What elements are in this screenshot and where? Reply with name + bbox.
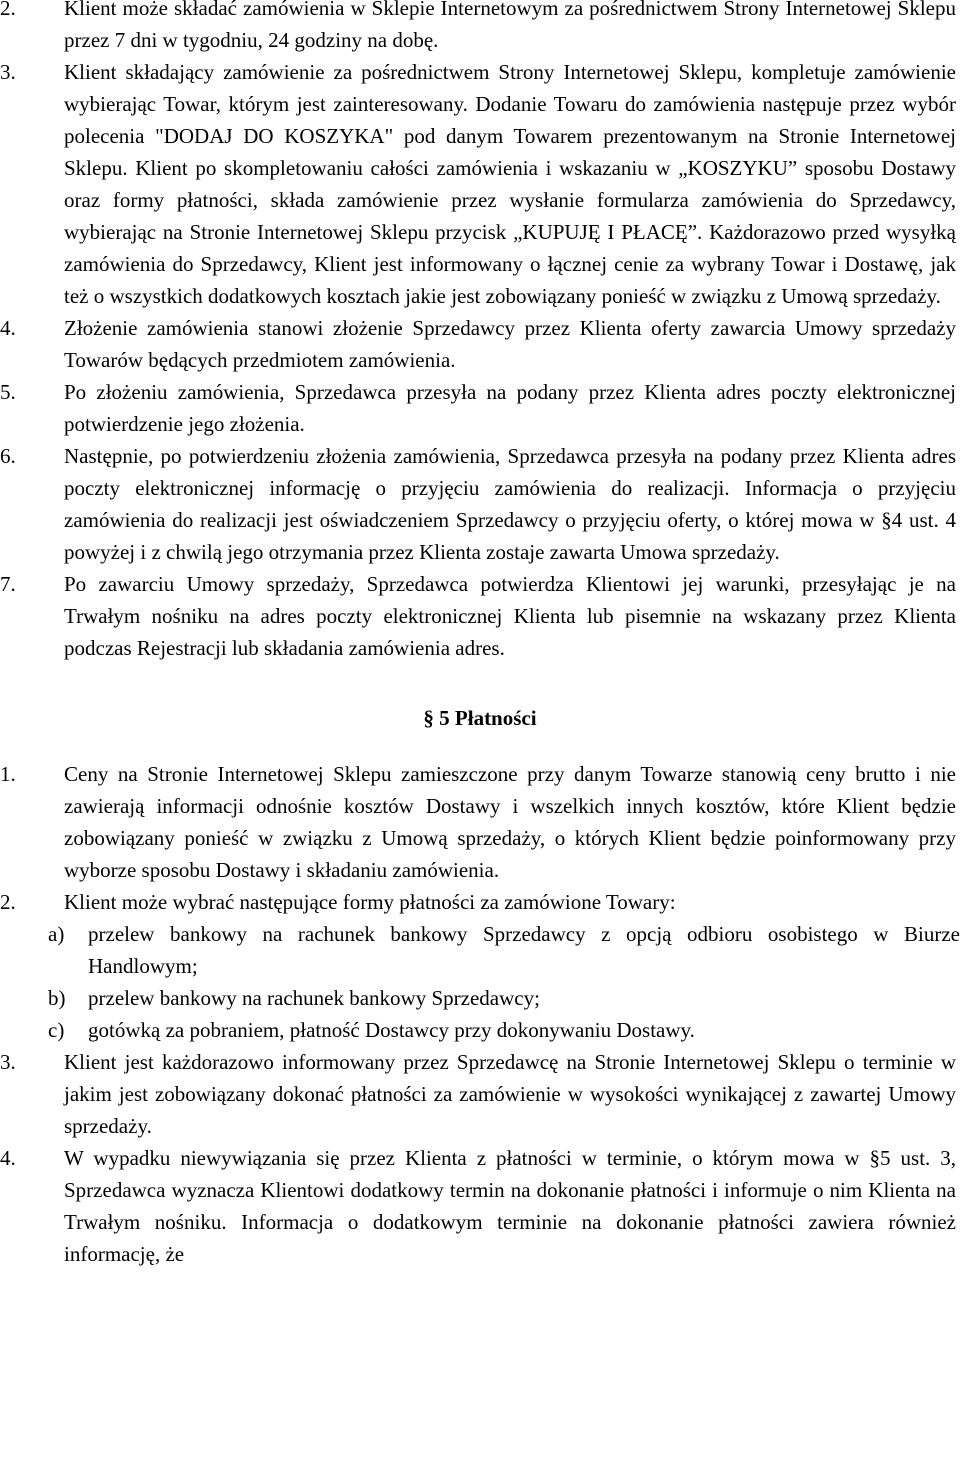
item-text: Klient składający zamówienie za pośrednictwem Strony Internetowej Sklepu, kompletuje zamówienie wybierając Towar, którym jest zainteresowany. Dodanie Towaru do zamówienia następuje przez wybór polecenia "DODAJ DO KOSZYKA" pod danym Towarem prezentowanym na Stronie Internetowej Sklepu. Klient po skompletowaniu całości zamówienia i wskazaniu w „KOSZYKU” sposobu Dostawy oraz formy płatności, składa zamówienie przez wysłanie formularza zamówienia do Sprzedawcy, wybierając na Stronie Internetowej Sklepu przycisk „KUPUJĘ I PŁACĘ”. Każdorazowo przed wysyłką zamówienia do Sprzedawcy, Klient jest informowany o łącznej cenie za wybrany Towar i Dostawę, jak też o wszystkich dodatkowych kosztach jakie jest zobowiązany ponieść w związku z Umową sprzedaży. bbox=[64, 60, 956, 308]
list-item bbox=[0, 758, 960, 886]
sub-list-item bbox=[0, 918, 960, 982]
item-text: Następnie, po potwierdzeniu złożenia zamówienia, Sprzedawca przesyła na podany przez Klienta adres poczty elektronicznej informację o przyjęciu zamówienia do realizacji. Informacja o przyjęciu zamówienia do realizacji jest oświadczeniem Sprzedawcy o przyjęciu oferty, o której mowa w §4 ust. 4 powyżej i z chwilą jego otrzymania przez Klienta zostaje zawarta Umowa sprzedaży. bbox=[64, 444, 956, 564]
sub-list-item bbox=[0, 1014, 960, 1046]
sub-item-letter: c) bbox=[48, 1018, 65, 1042]
item-text: Po złożeniu zamówienia, Sprzedawca przesyła na podany przez Klienta adres poczty elektronicznej potwierdzenie jego złożenia. bbox=[64, 380, 956, 436]
section-heading: § 5 Płatności bbox=[423, 706, 537, 730]
item-number: 2. bbox=[0, 890, 16, 914]
item-number: 3. bbox=[0, 1050, 16, 1074]
item-text: Złożenie zamówienia stanowi złożenie Sprzedawcy przez Klienta oferty zawarcia Umowy sprzedaży Towarów będących przedmiotem zamówienia. bbox=[64, 316, 956, 372]
payment-options-list bbox=[0, 918, 960, 1046]
list-item bbox=[0, 312, 960, 376]
sub-item-text: gotówką za pobraniem, płatność Dostawcy przy dokonywaniu Dostawy. bbox=[88, 1018, 695, 1042]
sub-list-item bbox=[0, 982, 960, 1014]
item-text: Ceny na Stronie Internetowej Sklepu zamieszczone przy danym Towarze stanowią ceny brutto i nie zawierają informacji odnośnie kosztów Dostawy i wszelkich innych kosztów, które Klient będzie zobowiązany ponieść w związku z Umową sprzedaży, o których Klient będzie poinformowany przy wyborze sposobu Dostawy i składaniu zamówienia. bbox=[64, 762, 956, 882]
item-number: 6. bbox=[0, 444, 16, 468]
sub-item-text: przelew bankowy na rachunek bankowy Sprzedawcy z opcją odbioru osobistego w Biurze Handlowym; bbox=[88, 922, 960, 978]
item-number: 1. bbox=[0, 762, 16, 786]
item-number: 4. bbox=[0, 1146, 16, 1170]
list-item bbox=[0, 0, 960, 56]
item-text: Klient jest każdorazowo informowany przez Sprzedawcę na Stronie Internetowej Sklepu o terminie w jakim jest zobowiązany dokonać płatności za zamówienie w wysokości wynikającej z zawartej Umowy sprzedaży. bbox=[64, 1050, 956, 1138]
payments-list bbox=[0, 758, 960, 1270]
item-text: Klient może składać zamówienia w Sklepie Internetowym za pośrednictwem Strony Internetowej Sklepu przez 7 dni w tygodniu, 24 godziny na dobę. bbox=[64, 0, 956, 52]
item-text: W wypadku niewywiązania się przez Klienta z płatności w terminie, o którym mowa w §5 ust. 3, Sprzedawca wyznacza Klientowi dodatkowy termin na dokonanie płatności i informuje o nim Klienta na Trwałym nośniku. Informacja o dodatkowym terminie na dokonanie płatności zawiera również informację, że bbox=[64, 1146, 956, 1266]
list-item bbox=[0, 376, 960, 440]
item-number: 4. bbox=[0, 316, 16, 340]
item-text: Klient może wybrać następujące formy płatności za zamówione Towary: bbox=[64, 890, 676, 914]
item-number: 2. bbox=[0, 0, 16, 20]
item-text: Po zawarciu Umowy sprzedaży, Sprzedawca potwierdza Klientowi jej warunki, przesyłając je na Trwałym nośniku na adres poczty elektronicznej Klienta lub pisemnie na wskazany przez Klienta podczas Rejestracji lub składania zamówienia adres. bbox=[64, 572, 956, 660]
list-item bbox=[0, 440, 960, 568]
orders-list bbox=[0, 0, 960, 664]
list-item bbox=[0, 1046, 960, 1142]
list-item bbox=[0, 1142, 960, 1270]
item-number: 7. bbox=[0, 572, 16, 596]
list-item bbox=[0, 56, 960, 312]
sub-item-letter: b) bbox=[48, 986, 66, 1010]
sub-item-text: przelew bankowy na rachunek bankowy Sprzedawcy; bbox=[88, 986, 540, 1010]
item-number: 3. bbox=[0, 60, 16, 84]
item-number: 5. bbox=[0, 380, 16, 404]
sub-item-letter: a) bbox=[48, 922, 65, 946]
list-item bbox=[0, 886, 960, 918]
list-item bbox=[0, 568, 960, 664]
